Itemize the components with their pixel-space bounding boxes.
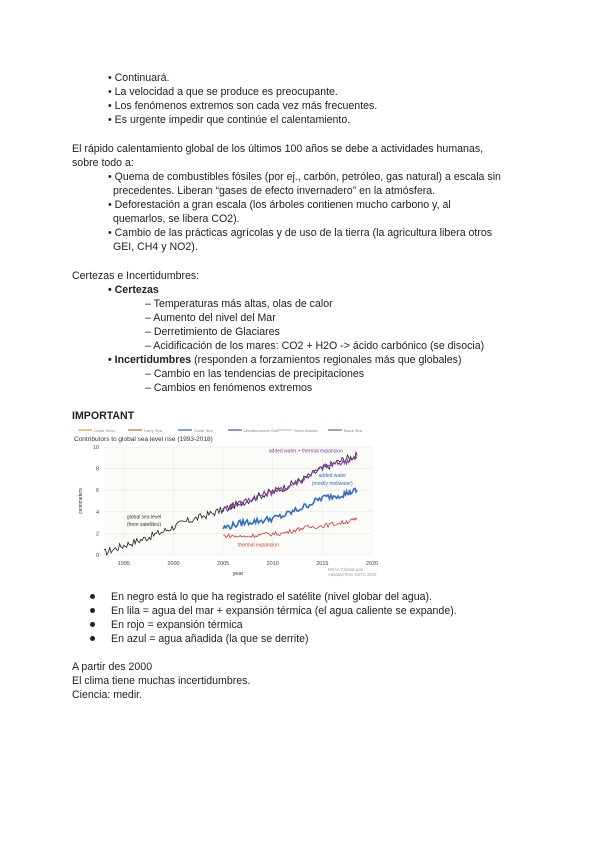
legend-label: Dollar Sean xyxy=(94,428,115,433)
incertidumbres-label: • Incertidumbres xyxy=(108,354,192,366)
consequence-2: • La velocidad a que se produce es preocupante. xyxy=(108,86,338,98)
legend-explanation-1: En negro está lo que ha registrado el satélite (nivel globar del agua). xyxy=(90,590,432,604)
certeza-item-3: – Derretimiento de Glaciares xyxy=(145,326,280,338)
x-tick-label: 1995 xyxy=(117,561,130,567)
consequence-3: • Los fenómenos extremos son cada vez más frecuentes. xyxy=(108,100,378,112)
legend-explanation-4: En azul = agua añadida (la que se derrite) xyxy=(90,632,309,646)
x-axis-label: year xyxy=(232,571,244,577)
chart-credit-2: Adapted from SOTC 2018 xyxy=(328,572,377,577)
incertidumbres-line xyxy=(108,353,461,367)
x-tick-label: 2005 xyxy=(216,561,230,567)
cause-item-1-line-2: precedentes. Liberan “gases de efecto invernadero” en la atmósfera. xyxy=(113,185,436,197)
x-tick-label: 2015 xyxy=(316,561,329,567)
chart-title: Contributors to global sea level rise (1993-2018) xyxy=(74,436,213,443)
consequence-1: • Continuará. xyxy=(108,72,170,84)
annotation-black: global sea level xyxy=(126,514,162,521)
x-tick-label: 2020 xyxy=(365,561,379,567)
legend-label: Black Sea xyxy=(344,428,363,433)
sea-level-chart-svg xyxy=(72,425,385,585)
chart-credit-1: NOAA Climate.gov xyxy=(328,567,363,572)
incertidumbre-item-2: – Cambios en fenómenos extremos xyxy=(145,382,313,394)
legend-label: North Atlantic xyxy=(294,428,318,433)
legend-label: Dollar Sea xyxy=(194,428,213,433)
y-tick-label: 2 xyxy=(95,531,99,538)
incertidumbres-note: (responden a forzamientos regionales más que globales) xyxy=(191,354,462,366)
cause-item-2-line-1: • Deforestación a gran escala (los árboles contienen mucho carbono y, al xyxy=(108,199,451,211)
cause-item-2-line-2: quemarlos, se libera CO2). xyxy=(113,213,240,225)
certeza-item-2: – Aumento del nivel del Mar xyxy=(145,312,276,324)
y-tick-label: 0 xyxy=(95,553,99,559)
cause-item-1-line-1: • Quema de combustibles fósiles (por ej., carbón, petróleo, gas natural) a escala sin xyxy=(108,171,501,183)
certeza-item-1: – Temperaturas más altas, olas de calor xyxy=(145,298,333,310)
annotation-blue-sub: (mostly meltwater) xyxy=(311,480,353,487)
x-tick-label: 2010 xyxy=(266,561,279,567)
certezas-label: • Certezas xyxy=(108,284,159,296)
x-tick-label: 2000 xyxy=(167,561,180,567)
legend-explanation-2: En lila = agua del mar + expansión térmica (el agua caliente se expande). xyxy=(90,604,457,618)
cause-paragraph-line-1: El rápido calentamiento global de los últimos 100 años se debe a actividades humanas, xyxy=(72,143,484,155)
closing-line-2: El clima tiene muchas incertidumbres. xyxy=(72,675,251,687)
sea-level-chart xyxy=(72,425,385,585)
legend-explanation-3: En rojo = expansión térmica xyxy=(90,618,243,632)
annotation-blue: added water xyxy=(318,473,347,480)
important-heading: IMPORTANT xyxy=(72,410,135,422)
certeza-item-4: – Acidificación de los mares: CO2 + H2O -> ácido carbónico (se disocia) xyxy=(145,340,485,352)
closing-line-1: A partir des 2000 xyxy=(72,661,153,673)
legend-label: Mediterranean Sea xyxy=(244,428,279,433)
certainties-heading: Certezas e Incertidumbres: xyxy=(72,270,200,282)
y-tick-label: 10 xyxy=(92,445,99,451)
cause-item-3-line-2: GEI, CH4 y NO2). xyxy=(113,241,198,253)
annotation-purple: added water + thermal expansion xyxy=(268,448,343,455)
closing-line-3: Ciencia: medir. xyxy=(72,689,143,701)
legend-label: Harry Sea xyxy=(144,428,163,433)
cause-paragraph-line-2: sobre todo a: xyxy=(72,157,134,169)
cause-item-3-line-1: • Cambio de las prácticas agrícolas y de uso de la tierra (la agricultura libera otros xyxy=(108,227,493,239)
annotation-black-sub: (from satellites) xyxy=(126,521,162,528)
y-axis-label: centimeters xyxy=(78,488,84,514)
incertidumbre-item-1: – Cambio en las tendencias de precipitaciones xyxy=(145,368,365,380)
y-tick-label: 8 xyxy=(95,466,99,473)
consequence-4: • Es urgente impedir que continúe el calentamiento. xyxy=(108,114,351,126)
y-tick-label: 4 xyxy=(95,509,99,516)
annotation-red: thermal expansion xyxy=(238,542,279,549)
y-tick-label: 6 xyxy=(95,488,99,495)
